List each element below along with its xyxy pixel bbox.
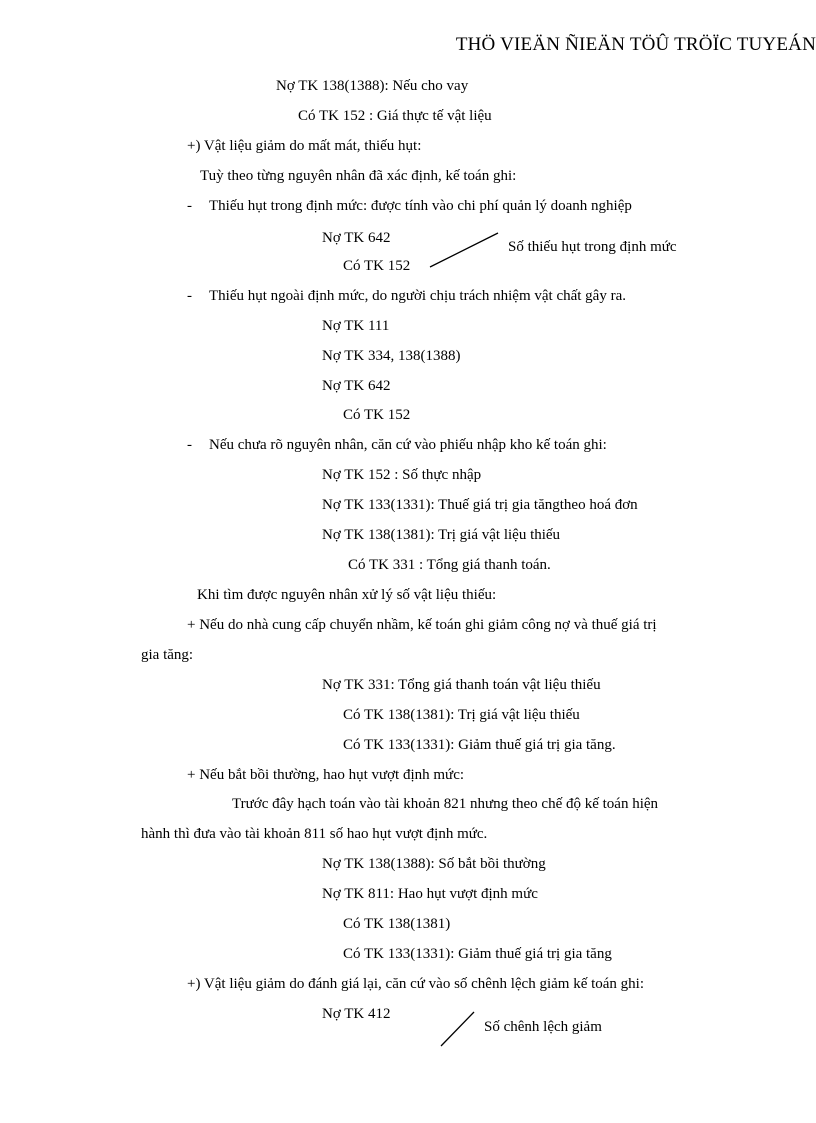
bullet-dash: - — [187, 288, 192, 304]
paragraph-line: Trước đây hạch toán vào tài khoản 821 nhưng theo chế độ kế toán hiện — [232, 796, 659, 812]
entry-debit-138-1388: Nợ TK 138(1388): Số bắt bồi thường — [322, 856, 546, 872]
section-heading-revaluation: +) Vật liệu giảm do đánh giá lại, căn cứ vào số chênh lệch giảm kế toán ghi: — [187, 976, 645, 992]
entry-credit-133-1331: Có TK 133(1331): Giảm thuế giá trị gia tăng — [343, 946, 612, 962]
bullet-text: Thiếu hụt trong định mức: được tính vào chi phí quản lý doanh nghiệp — [209, 198, 632, 214]
entry-credit-152: Có TK 152 : Giá thực tế vật liệu — [298, 108, 492, 124]
slash-annotation: Số thiếu hụt trong định mức — [508, 239, 677, 255]
slash-annotation: Số chênh lệch giảm — [484, 1019, 602, 1035]
entry-debit-642: Nợ TK 642 — [322, 230, 391, 246]
entry-debit-331: Nợ TK 331: Tổng giá thanh toán vật liệu thiếu — [322, 677, 601, 693]
paragraph-line-cont: hành thì đưa vào tài khoản 811 số hao hụt vượt định mức. — [141, 826, 488, 842]
paragraph-line: + Nếu do nhà cung cấp chuyển nhầm, kế toán ghi giảm công nợ và thuế giá trị — [187, 617, 657, 633]
entry-credit-138-1381: Có TK 138(1381) — [343, 916, 451, 932]
bullet-dash: - — [187, 437, 192, 453]
section-heading-loss: +) Vật liệu giảm do mất mát, thiếu hụt: — [187, 138, 422, 154]
entry-debit-138-1381: Nợ TK 138(1381): Trị giá vật liệu thiếu — [322, 527, 561, 543]
entry-debit-138-1388: Nợ TK 138(1388): Nếu cho vay — [276, 78, 469, 94]
entry-debit-334-138: Nợ TK 334, 138(1388) — [322, 348, 461, 364]
entry-credit-152: Có TK 152 — [343, 258, 411, 274]
entry-debit-111: Nợ TK 111 — [322, 318, 390, 334]
entry-debit-133-1331: Nợ TK 133(1331): Thuế giá trị gia tăngtheo hoá đơn — [322, 497, 638, 513]
paragraph-intro: Tuỳ theo từng nguyên nhân đã xác định, kế toán ghi: — [200, 168, 517, 184]
paragraph-heading: + Nếu bắt bồi thường, hao hụt vượt định mức: — [187, 767, 465, 783]
entry-credit-138-1381: Có TK 138(1381): Trị giá vật liệu thiếu — [343, 707, 580, 723]
paragraph-line-cont: gia tăng: — [141, 647, 194, 663]
entry-debit-412: Nợ TK 412 — [322, 1006, 391, 1022]
entry-credit-133-1331: Có TK 133(1331): Giảm thuế giá trị gia tăng. — [343, 737, 616, 753]
bullet-dash: - — [187, 198, 192, 214]
entry-debit-642: Nợ TK 642 — [322, 378, 391, 394]
bullet-text: Thiếu hụt ngoài định mức, do người chịu trách nhiệm vật chất gây ra. — [209, 288, 626, 304]
page-header: THÖ VIEÄN ÑIEÄN TÖÛ TRÖÏC TUYEÁN — [455, 34, 816, 55]
entry-debit-811: Nợ TK 811: Hao hụt vượt định mức — [322, 886, 538, 902]
slash-line — [441, 1012, 474, 1046]
entry-credit-331: Có TK 331 : Tổng giá thanh toán. — [348, 557, 551, 573]
bullet-text: Nếu chưa rõ nguyên nhân, căn cứ vào phiếu nhập kho kế toán ghi: — [209, 437, 607, 453]
entry-credit-152: Có TK 152 — [343, 407, 411, 423]
paragraph-heading: Khi tìm được nguyên nhân xử lý số vật liệu thiếu: — [197, 587, 497, 603]
entry-debit-152: Nợ TK 152 : Số thực nhập — [322, 467, 482, 483]
